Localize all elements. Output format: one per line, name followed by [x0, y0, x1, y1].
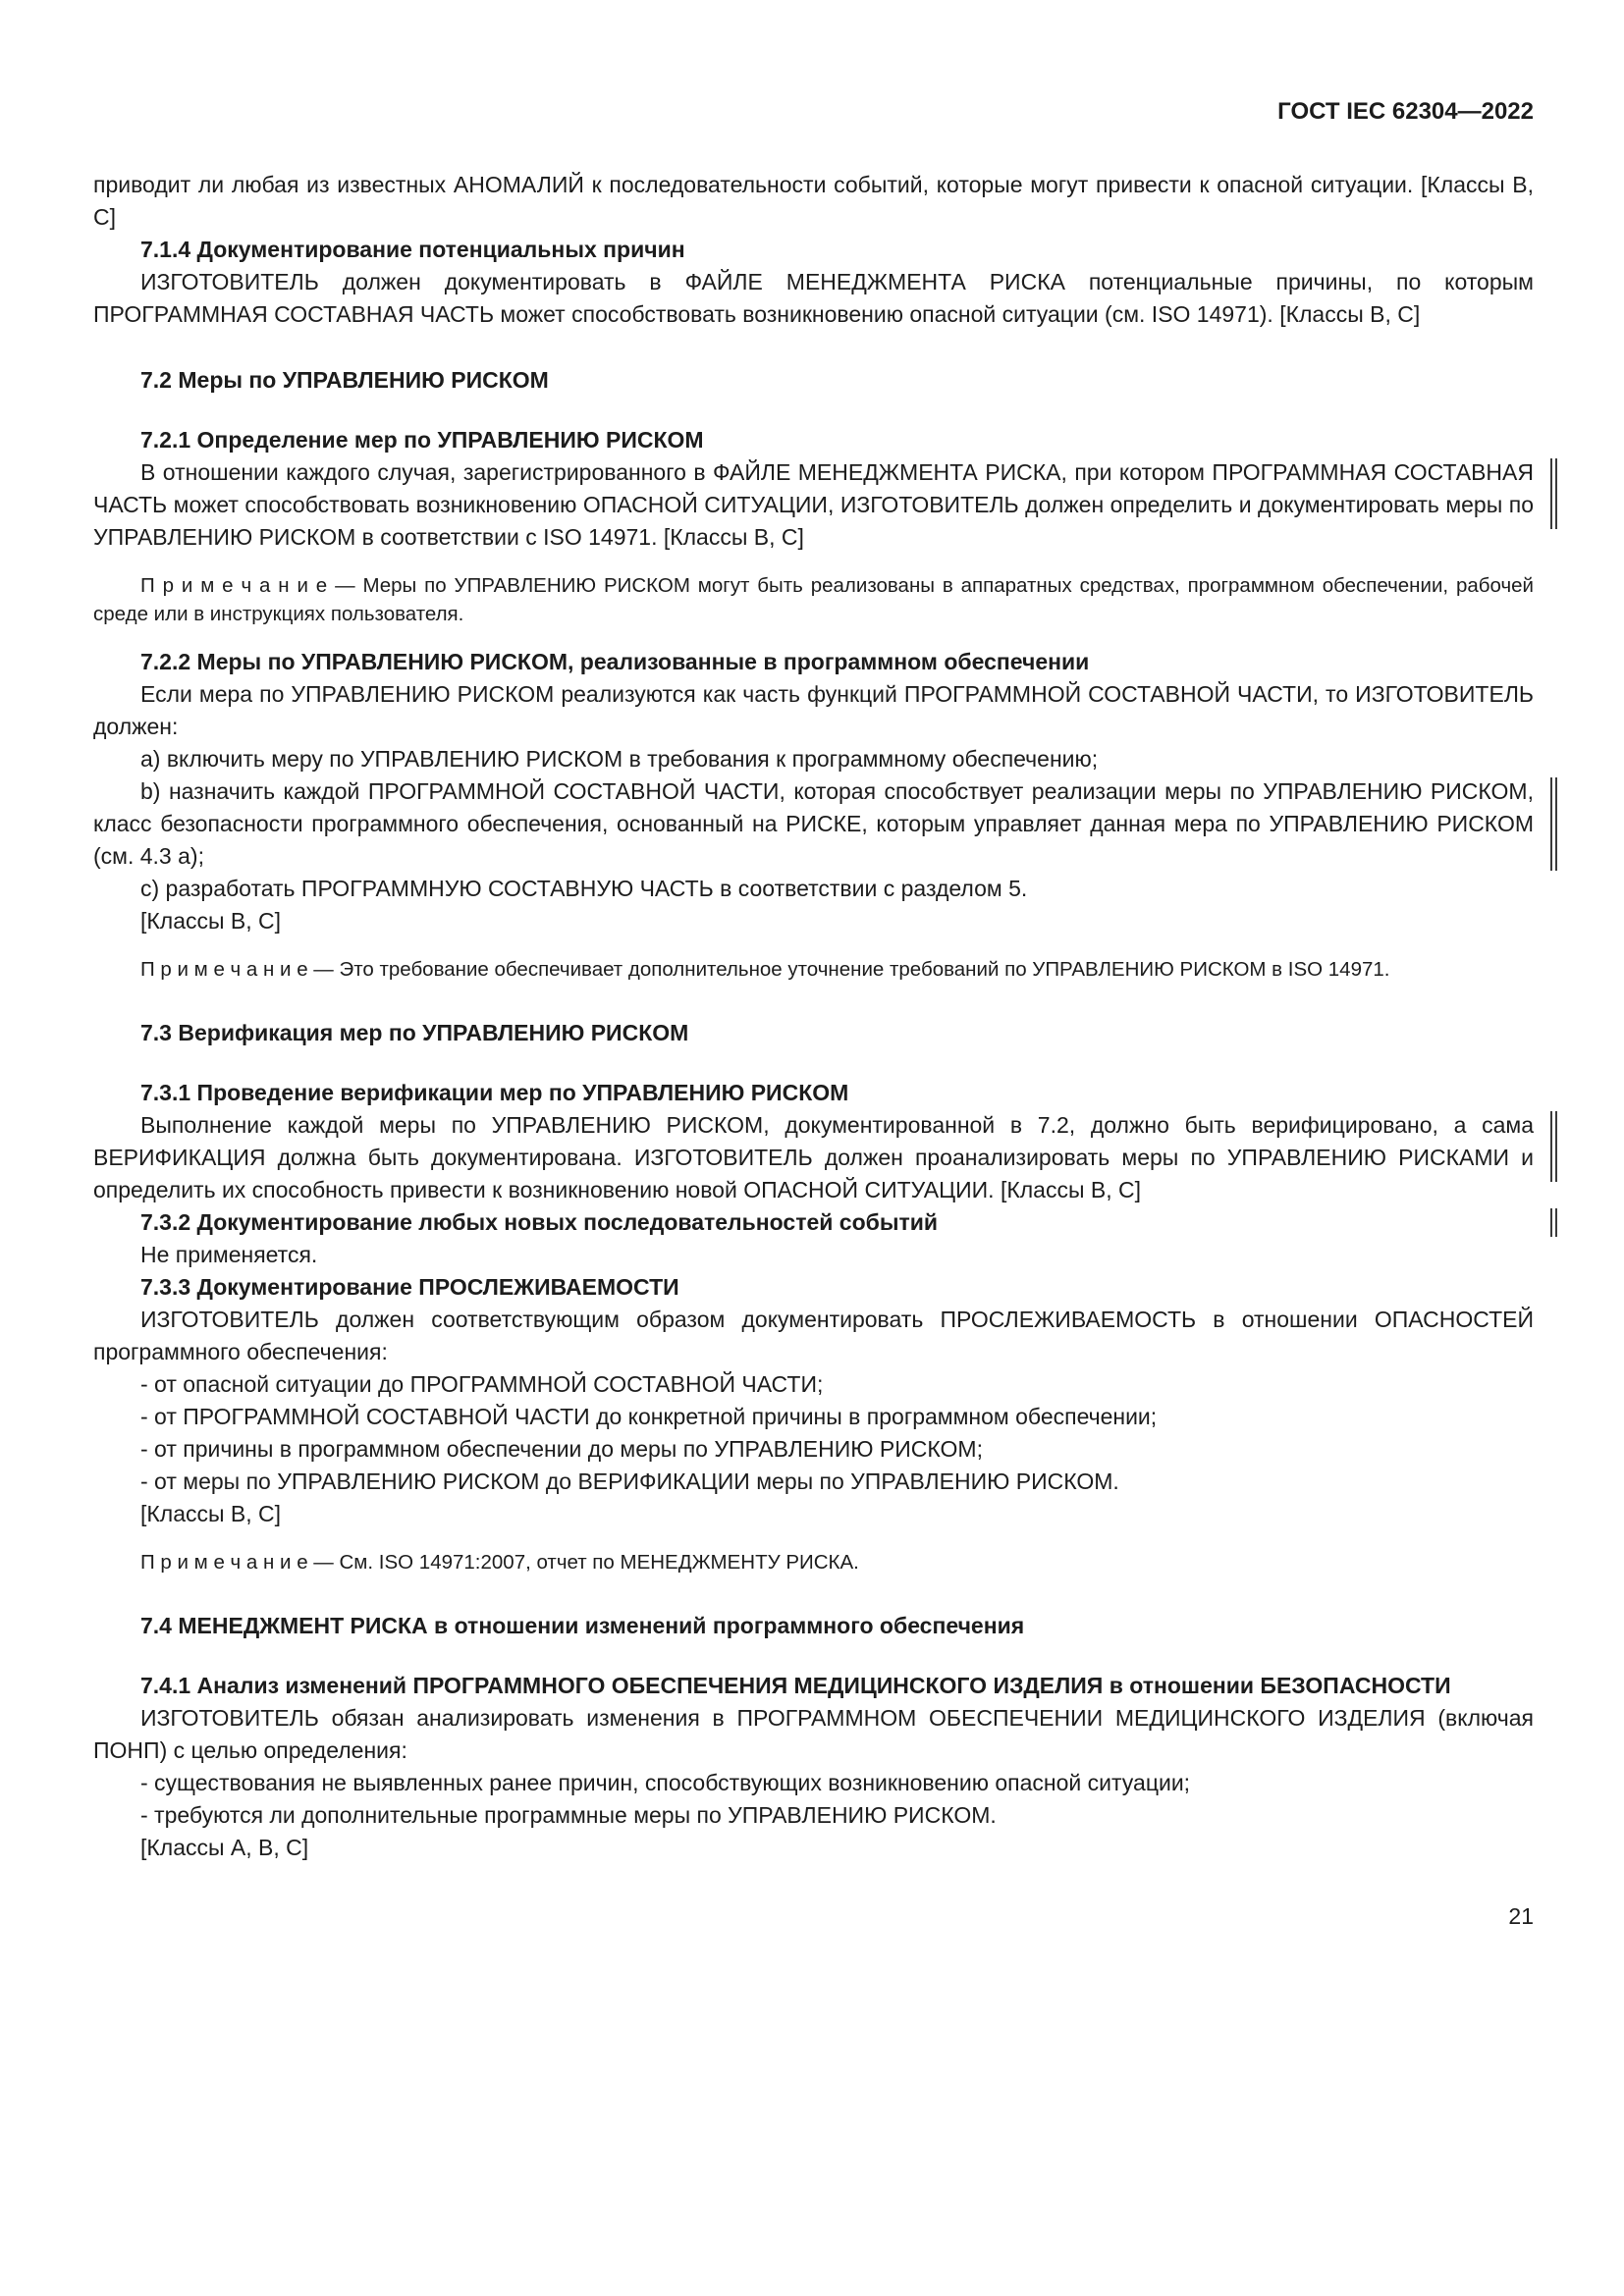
paragraph-with-changebar: Выполнение каждой меры по УПРАВЛЕНИЮ РИСКОМ, документированной в 7.2, должно быть верифицировано, а сама ВЕРИФИКАЦИЯ должна быть документирована. ИЗГОТОВИТЕЛЬ должен проанализировать меры по УПРАВЛЕНИЮ РИСКАМИ и определить их способность привести к возникновению новой ОПАСНОЙ СИТУАЦИИ. [Классы В, С] — [93, 1109, 1534, 1206]
paragraph: Не применяется. — [140, 1242, 318, 1267]
note: П р и м е ч а н и е — Меры по УПРАВЛЕНИЮ РИСКОМ могут быть реализованы в аппаратных средствах, программном обеспечении, рабочей среде или в инструкциях пользователя. — [93, 574, 1534, 625]
dash-item: - требуются ли дополнительные программные меры по УПРАВЛЕНИЮ РИСКОМ. — [140, 1802, 997, 1828]
paragraph-with-changebar: В отношении каждого случая, зарегистрированного в ФАЙЛЕ МЕНЕДЖМЕНТА РИСКА, при котором ПРОГРАММНАЯ СОСТАВНАЯ ЧАСТЬ может способствовать возникновению ОПАСНОЙ СИТУАЦИИ, ИЗГОТОВИТЕЛЬ должен определить и документировать меры по УПРАВЛЕНИЮ РИСКОМ в соответствии с ISO 14971. [Классы В, С] — [93, 456, 1534, 554]
subsection-heading-7-1-4: 7.1.4 Документирование потенциальных причин — [140, 237, 685, 262]
class-designation: [Классы В, С] — [140, 908, 282, 934]
subsection-heading-7-3-1: 7.3.1 Проведение верификации мер по УПРАВЛЕНИЮ РИСКОМ — [140, 1080, 849, 1105]
dash-item: - от меры по УПРАВЛЕНИЮ РИСКОМ до ВЕРИФИКАЦИИ меры по УПРАВЛЕНИЮ РИСКОМ. — [140, 1468, 1119, 1494]
class-designation: [Классы В, С] — [140, 1501, 282, 1526]
section-heading-7-4: 7.4 МЕНЕДЖМЕНТ РИСКА в отношении изменений программного обеспечения — [140, 1613, 1025, 1638]
document-body — [93, 98, 1534, 1930]
paragraph: ИЗГОТОВИТЕЛЬ должен документировать в ФАЙЛЕ МЕНЕДЖМЕНТА РИСКА потенциальные причины, по которым ПРОГРАММНАЯ СОСТАВНАЯ ЧАСТЬ может способствовать возникновению опасной ситуации (см. ISO 14971). [Классы В, С] — [93, 269, 1534, 327]
note: П р и м е ч а н и е — См. ISO 14971:2007, отчет по МЕНЕДЖМЕНТУ РИСКА. — [140, 1551, 859, 1574]
section-heading-7-2: 7.2 Меры по УПРАВЛЕНИЮ РИСКОМ — [140, 367, 549, 393]
paragraph: ИЗГОТОВИТЕЛЬ должен соответствующим образом документировать ПРОСЛЕЖИВАЕМОСТЬ в отношении ОПАСНОСТЕЙ программного обеспечения: — [93, 1307, 1534, 1364]
dash-item: - от причины в программном обеспечении до меры по УПРАВЛЕНИЮ РИСКОМ; — [140, 1436, 983, 1462]
dash-item: - от ПРОГРАММНОЙ СОСТАВНОЙ ЧАСТИ до конкретной причины в программном обеспечении; — [140, 1404, 1158, 1429]
list-item-c: c) разработать ПРОГРАММНУЮ СОСТАВНУЮ ЧАСТЬ в соответствии с разделом 5. — [140, 876, 1028, 901]
paragraph: ИЗГОТОВИТЕЛЬ обязан анализировать изменения в ПРОГРАММНОМ ОБЕСПЕЧЕНИИ МЕДИЦИНСКОГО ИЗДЕЛИЯ (включая ПОНП) с целью определения: — [93, 1705, 1534, 1763]
note: П р и м е ч а н и е — Это требование обеспечивает дополнительное уточнение требований по УПРАВЛЕНИЮ РИСКОМ в ISO 14971. — [140, 958, 1390, 981]
list-item-b-with-changebar: b) назначить каждой ПРОГРАММНОЙ СОСТАВНОЙ ЧАСТИ, которая способствует реализации меры по УПРАВЛЕНИЮ РИСКОМ, класс безопасности программного обеспечения, основанный на РИСКЕ, которым управляет данная мера по УПРАВЛЕНИЮ РИСКОМ (см. 4.3 а); — [93, 775, 1534, 873]
subsection-heading-7-2-1: 7.2.1 Определение мер по УПРАВЛЕНИЮ РИСКОМ — [140, 427, 704, 453]
doc-header: ГОСТ IEC 62304—2022 — [1277, 98, 1534, 125]
paragraph: Если мера по УПРАВЛЕНИЮ РИСКОМ реализуются как часть функций ПРОГРАММНОЙ СОСТАВНОЙ ЧАСТИ, то ИЗГОТОВИТЕЛЬ должен: — [93, 681, 1534, 739]
list-item-a: a) включить меру по УПРАВЛЕНИЮ РИСКОМ в требования к программному обеспечению; — [140, 746, 1099, 772]
section-heading-7-3: 7.3 Верификация мер по УПРАВЛЕНИЮ РИСКОМ — [140, 1020, 689, 1045]
class-designation: [Классы А, В, С] — [140, 1835, 309, 1860]
subsection-heading-7-3-3: 7.3.3 Документирование ПРОСЛЕЖИВАЕМОСТИ — [140, 1274, 679, 1300]
subsection-heading-7-4-1: 7.4.1 Анализ изменений ПРОГРАММНОГО ОБЕСПЕЧЕНИЯ МЕДИЦИНСКОГО ИЗДЕЛИЯ в отношении БЕЗОПАСНОСТИ — [140, 1673, 1451, 1698]
dash-item: - существования не выявленных ранее причин, способствующих возникновению опасной ситуации; — [140, 1770, 1191, 1795]
page-number: 21 — [1508, 1903, 1534, 1929]
paragraph-continuation: приводит ли любая из известных АНОМАЛИЙ к последовательности событий, которые могут привести к опасной ситуации. [Классы В, С] — [93, 172, 1534, 230]
subsection-heading-7-3-2: 7.3.2 Документирование любых новых последовательностей событий — [93, 1206, 1534, 1239]
dash-item: - от опасной ситуации до ПРОГРАММНОЙ СОСТАВНОЙ ЧАСТИ; — [140, 1371, 824, 1397]
subsection-heading-7-2-2: 7.2.2 Меры по УПРАВЛЕНИЮ РИСКОМ, реализованные в программном обеспечении — [140, 649, 1090, 674]
